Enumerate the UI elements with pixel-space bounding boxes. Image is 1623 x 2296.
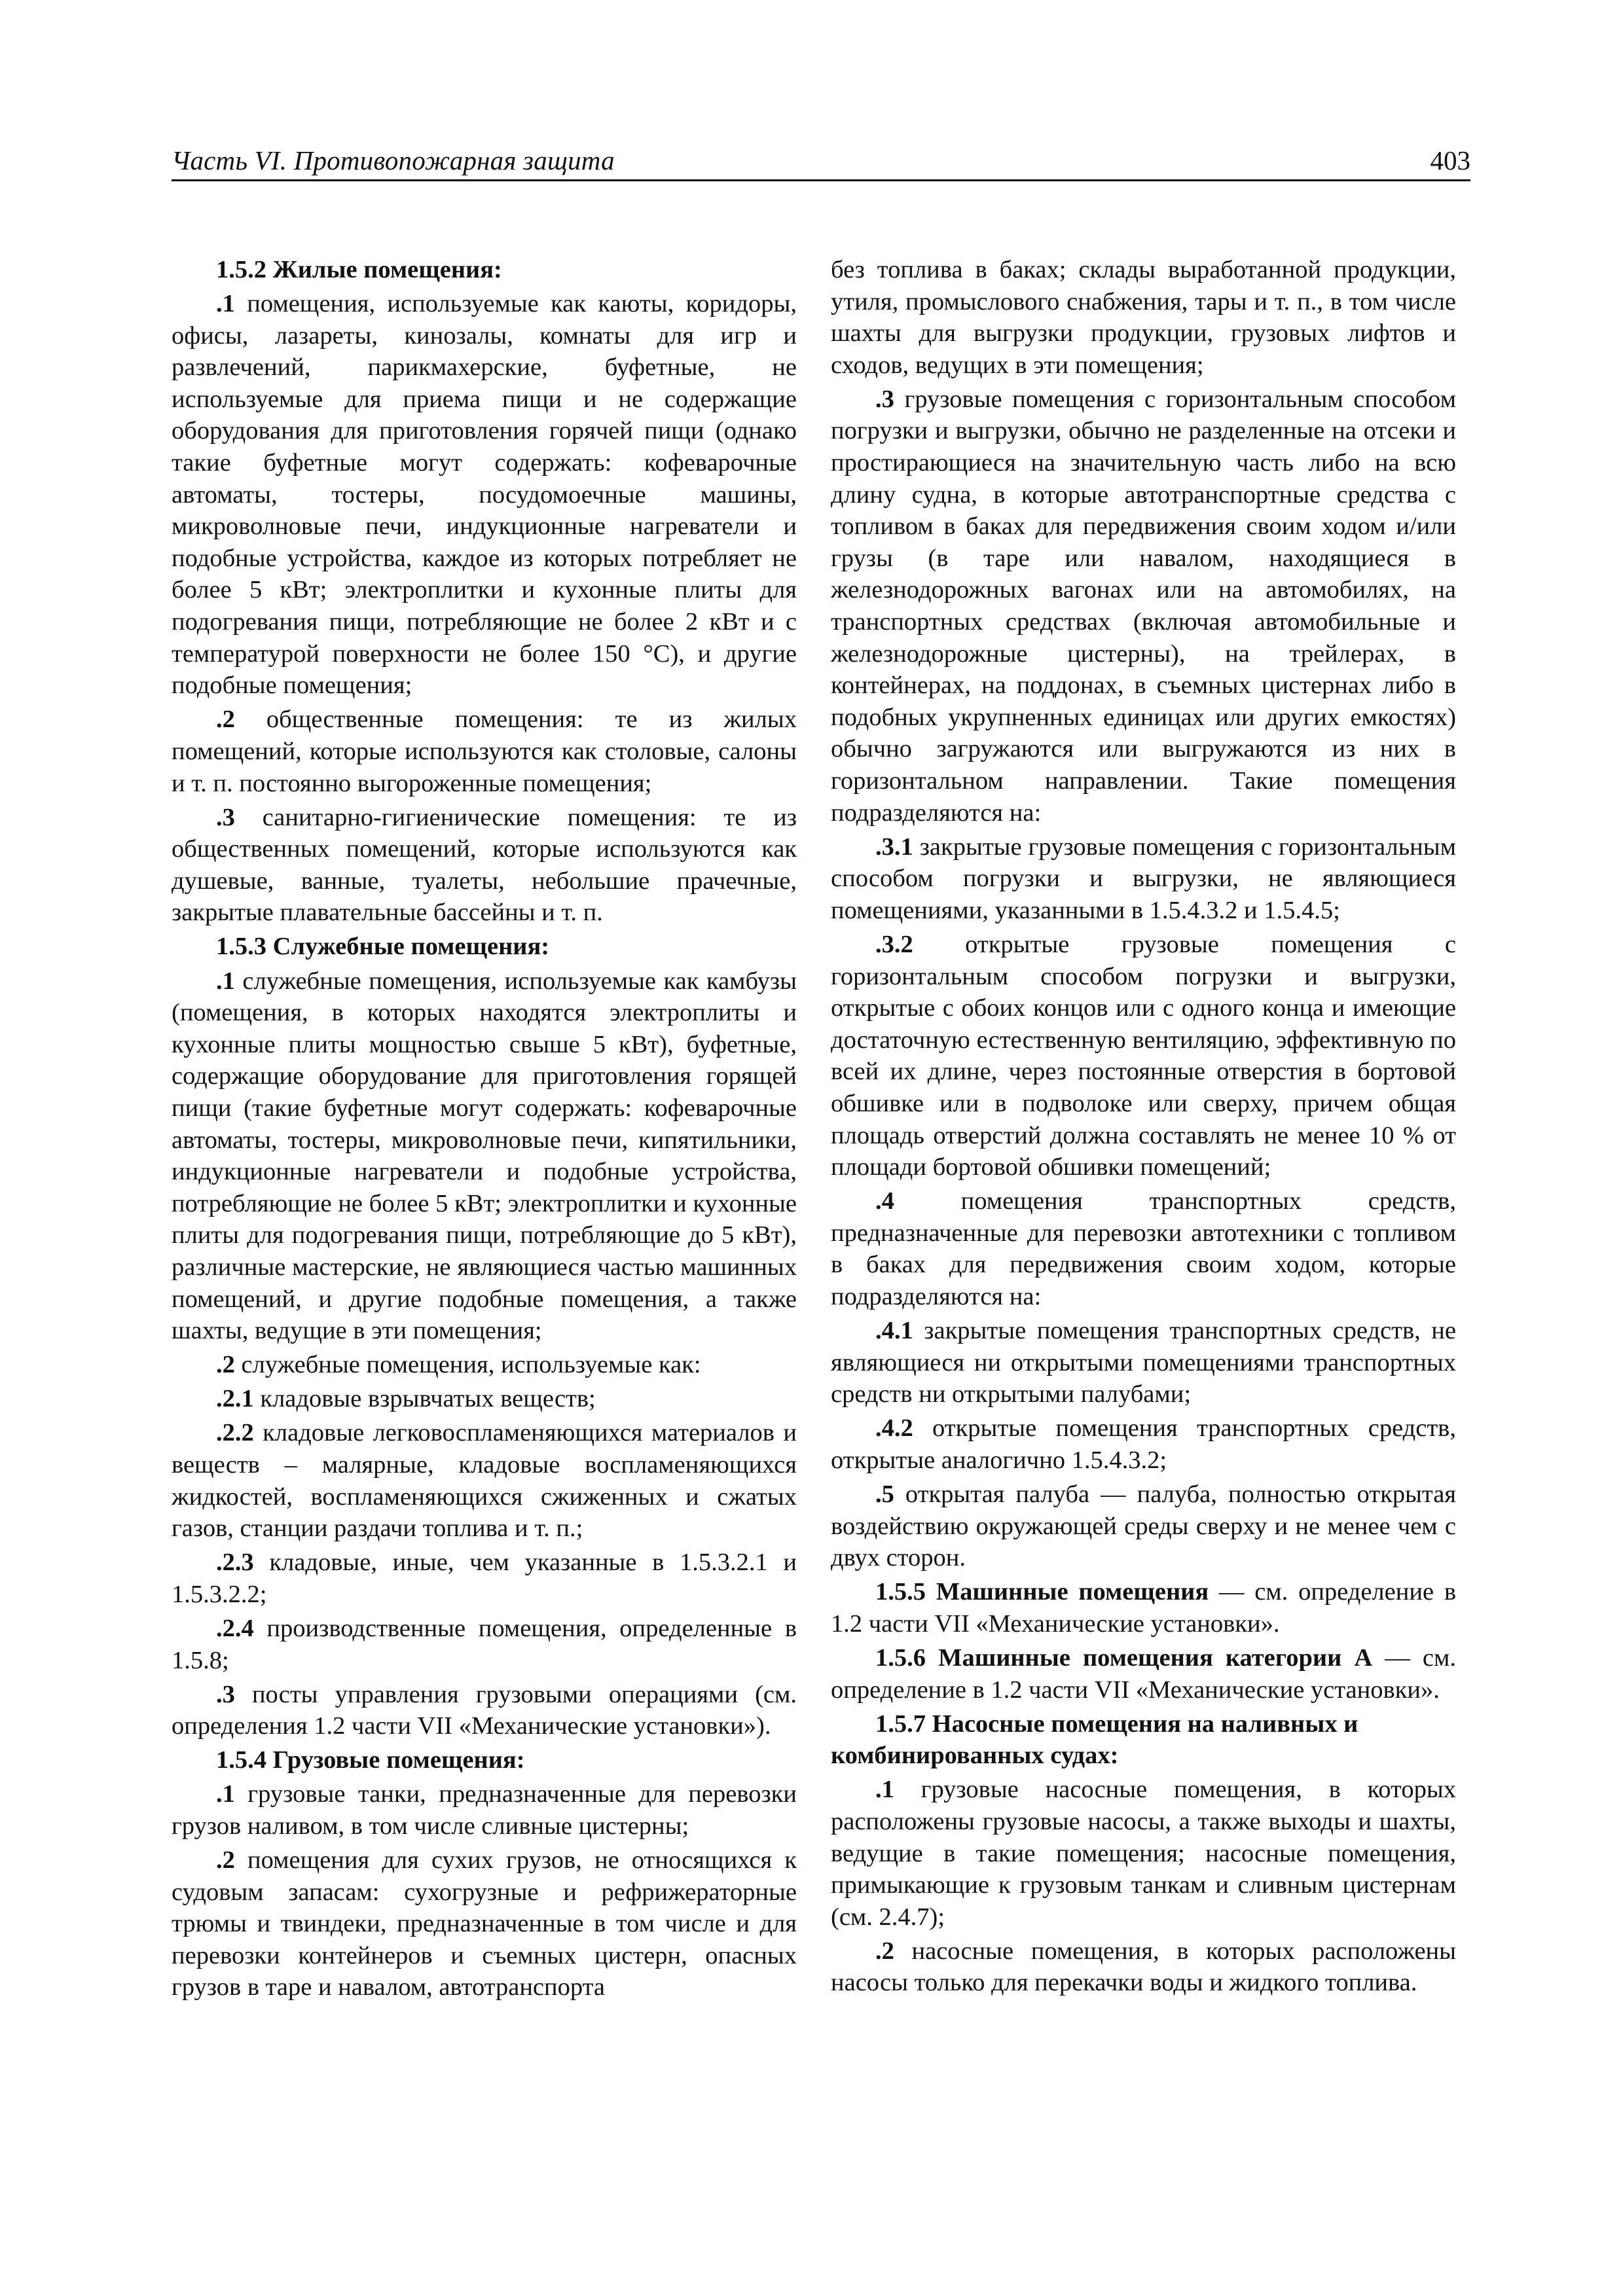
paragraph-continuation: без топлива в баках; склады выработанной продукции, утиля, промыслового снабжения, тары и т. п., в том числе шахты для выгрузки продукции, грузовых лифтов и сходов, ведущих в эти помещения; [831, 256, 1456, 379]
item-label: .2 [216, 706, 235, 734]
right-column [831, 254, 1456, 2001]
item-label: .4.1 [875, 1317, 913, 1345]
item-label: .2.2 [216, 1419, 254, 1447]
header-title: Часть VI. Противопожарная защита [172, 145, 615, 175]
paragraph: .3 грузовые помещения с горизонтальным способом погрузки и выгрузки, обычно не разделенные на отсеки и простирающиеся на значительную часть либо на всю длину судна, в которые автотранспортные средства с топливом в баках для передвижения своим ходом и/или грузы (в таре или навалом, находящиеся в железнодорожных вагонах или на автомобилях, на транспортных средствах (включая автомобильные и железнодорожные цистерны), на трейлерах, в контейнерах, на поддонах, в съемных цистернах либо в подобных укрупненных единицах или других емкостях) обычно загружаются или выгружаются из них в горизонтальном направлении. Такие помещения подразделяются на: [831, 385, 1456, 827]
item-label: .1 [216, 967, 235, 995]
item-label: .2 [216, 1351, 235, 1379]
paragraph: 1.5.6 Машинные помещения категории А — см. определение в 1.2 части VII «Механические установки». [831, 1644, 1457, 1704]
item-label: .3.1 [875, 833, 913, 861]
item-label: .5 [875, 1480, 894, 1509]
paragraph: .1 служебные помещения, используемые как камбузы (помещения, в которых находятся электроплиты и кухонные плиты мощностью свыше 5 кВт), буфетные, содержащие оборудование для приготовления горящей пищи (такие буфетные могут содержать: кофеварочные автоматы, тостеры, микроволновые печи, кипятильники, индукционные нагреватели и подобные устройства, потребляющие не более 5 кВт; электроплитки и кухонные плиты для подогревания пищи, потребляющие до 5 кВт), различные мастерские, не являющиеся частью машинных помещений, и другие подобные помещения, а также шахты, ведущие в эти помещения; [172, 967, 797, 1345]
page-number: 403 [1430, 145, 1470, 175]
paragraph: .3.1 закрытые грузовые помещения с горизонтальным способом погрузки и выгрузки, не являющиеся помещениями, указанными в 1.5.4.3.2 и 1.5.4.5; [831, 833, 1456, 924]
paragraph: .3 посты управления грузовыми операциями (см. определения 1.2 части VII «Механические установки»). [172, 1680, 797, 1740]
paragraph: .1 помещения, используемые как каюты, коридоры, офисы, лазареты, кинозалы, комнаты для игр и развлечений, парикмахерские, буфетные, не используемые для приема пищи и не содержащие оборудования для приготовления горячей пищи (однако такие буфетные могут содержать: кофеварочные автоматы, тостеры, посудомоечные машины, микроволновые печи, индукционные нагреватели и подобные устройства, каждое из которых потребляет не более 5 кВт; электроплитки и кухонные плиты для подогревания пищи, потребляющие не более 2 кВт и с температурой поверхности не более 150 °С), и другие подобные помещения; [172, 290, 797, 700]
section-label: 1.5.6 Машинные помещения категории А [875, 1644, 1373, 1672]
paragraph: .3 санитарно-гигиенические помещения: те из общественных помещений, которые используются как душевые, ванные, туалеты, небольшие прачечные, закрытые плавательные бассейны и т. п. [172, 803, 797, 927]
paragraph: .2.3 кладовые, иные, чем указанные в 1.5.3.2.1 и 1.5.3.2.2; [172, 1549, 797, 1608]
item-label: .4.2 [875, 1414, 913, 1443]
item-label: .2 [216, 1846, 235, 1874]
section-label: 1.5.5 Машинные помещения [875, 1578, 1209, 1606]
section-heading: 1.5.3 Служебные помещения: [216, 933, 550, 961]
item-label: .1 [216, 290, 235, 318]
paragraph: .2.4 производственные помещения, определенные в 1.5.8; [172, 1614, 797, 1674]
item-label: .2 [875, 1937, 894, 1965]
paragraph: .1 грузовые насосные помещения, в которых расположены грузовые насосы, а также выходы и шахты, ведущие в такие помещения; насосные помещения, примыкающие к грузовым танкам и сливным цистернам (см. 2.4.7); [831, 1776, 1456, 1931]
paragraph: .4.2 открытые помещения транспортных средств, открытые аналогично 1.5.4.3.2; [831, 1414, 1456, 1474]
paragraph: .4 помещения транспортных средств, предназначенные для перевозки автотехники с топливом в баках для передвижения своим ходом, которые подразделяются на: [831, 1187, 1456, 1310]
item-label: .3 [216, 1680, 235, 1708]
item-label: .2.3 [216, 1549, 254, 1577]
item-label: .1 [875, 1776, 894, 1804]
item-label: .1 [216, 1780, 235, 1808]
paragraph: .2 помещения для сухих грузов, не относящихся к судовым запасам: сухогрузные и рефрижераторные трюмы и твиндеки, предназначенные в том числе и для перевозки контейнеров и съемных цистерн, опасных грузов в таре и навалом, автотранспорта [172, 1846, 797, 2001]
left-column [172, 254, 797, 2006]
item-label: .4 [875, 1187, 894, 1215]
paragraph: 1.5.5 Машинные помещения — см. определение в 1.2 части VII «Механические установки». [831, 1578, 1456, 1638]
item-label: .3 [875, 385, 894, 413]
item-label: .2.4 [216, 1614, 254, 1642]
paragraph: .2 общественные помещения: те из жилых помещений, которые используются как столовые, салоны и т. п. постоянно выгороженные помещения; [172, 706, 797, 797]
section-heading: 1.5.7 Насосные помещения на наливных и комбинированных судах: [831, 1710, 1359, 1770]
paragraph: .2 насосные помещения, в которых расположены насосы только для перекачки воды и жидкого топлива. [831, 1937, 1456, 1997]
item-label: .3 [216, 803, 235, 831]
section-heading: 1.5.2 Жилые помещения: [216, 256, 502, 283]
paragraph: .5 открытая палуба — палуба, полностью открытая воздействию окружающей среды сверху и не менее чем с двух сторон. [831, 1480, 1456, 1572]
item-label: .3.2 [875, 930, 913, 958]
running-header [172, 143, 1470, 181]
paragraph: .1 грузовые танки, предназначенные для перевозки грузов наливом, в том числе сливные цистерны; [172, 1780, 797, 1840]
paragraph: .4.1 закрытые помещения транспортных средств, не являющиеся ни открытыми помещениями транспортных средств ни открытыми палубами; [831, 1317, 1456, 1408]
section-heading: 1.5.4 Грузовые помещения: [216, 1746, 525, 1774]
item-label: .2.1 [216, 1385, 254, 1413]
paragraph: .2.2 кладовые легковоспламеняющихся материалов и веществ – малярные, кладовые воспламеняющихся жидкостей, воспламеняющихся сжиженных и сжатых газов, станции раздачи топлива и т. п.; [172, 1419, 797, 1543]
paragraph: .2.1 кладовые взрывчатых веществ; [216, 1385, 596, 1413]
paragraph: .3.2 открытые грузовые помещения с горизонтальным способом погрузки и выгрузки, открытые с обоих концов или с одного конца и имеющие достаточную естественную вентиляцию, эффективную по всей их длине, через постоянные отверстия в бортовой обшивке или в подволоке или сверху, причем общая площадь отверстий должна составлять не менее 10 % от площади бортовой обшивки помещений; [831, 930, 1456, 1181]
paragraph: .2 служебные помещения, используемые как: [216, 1351, 701, 1379]
